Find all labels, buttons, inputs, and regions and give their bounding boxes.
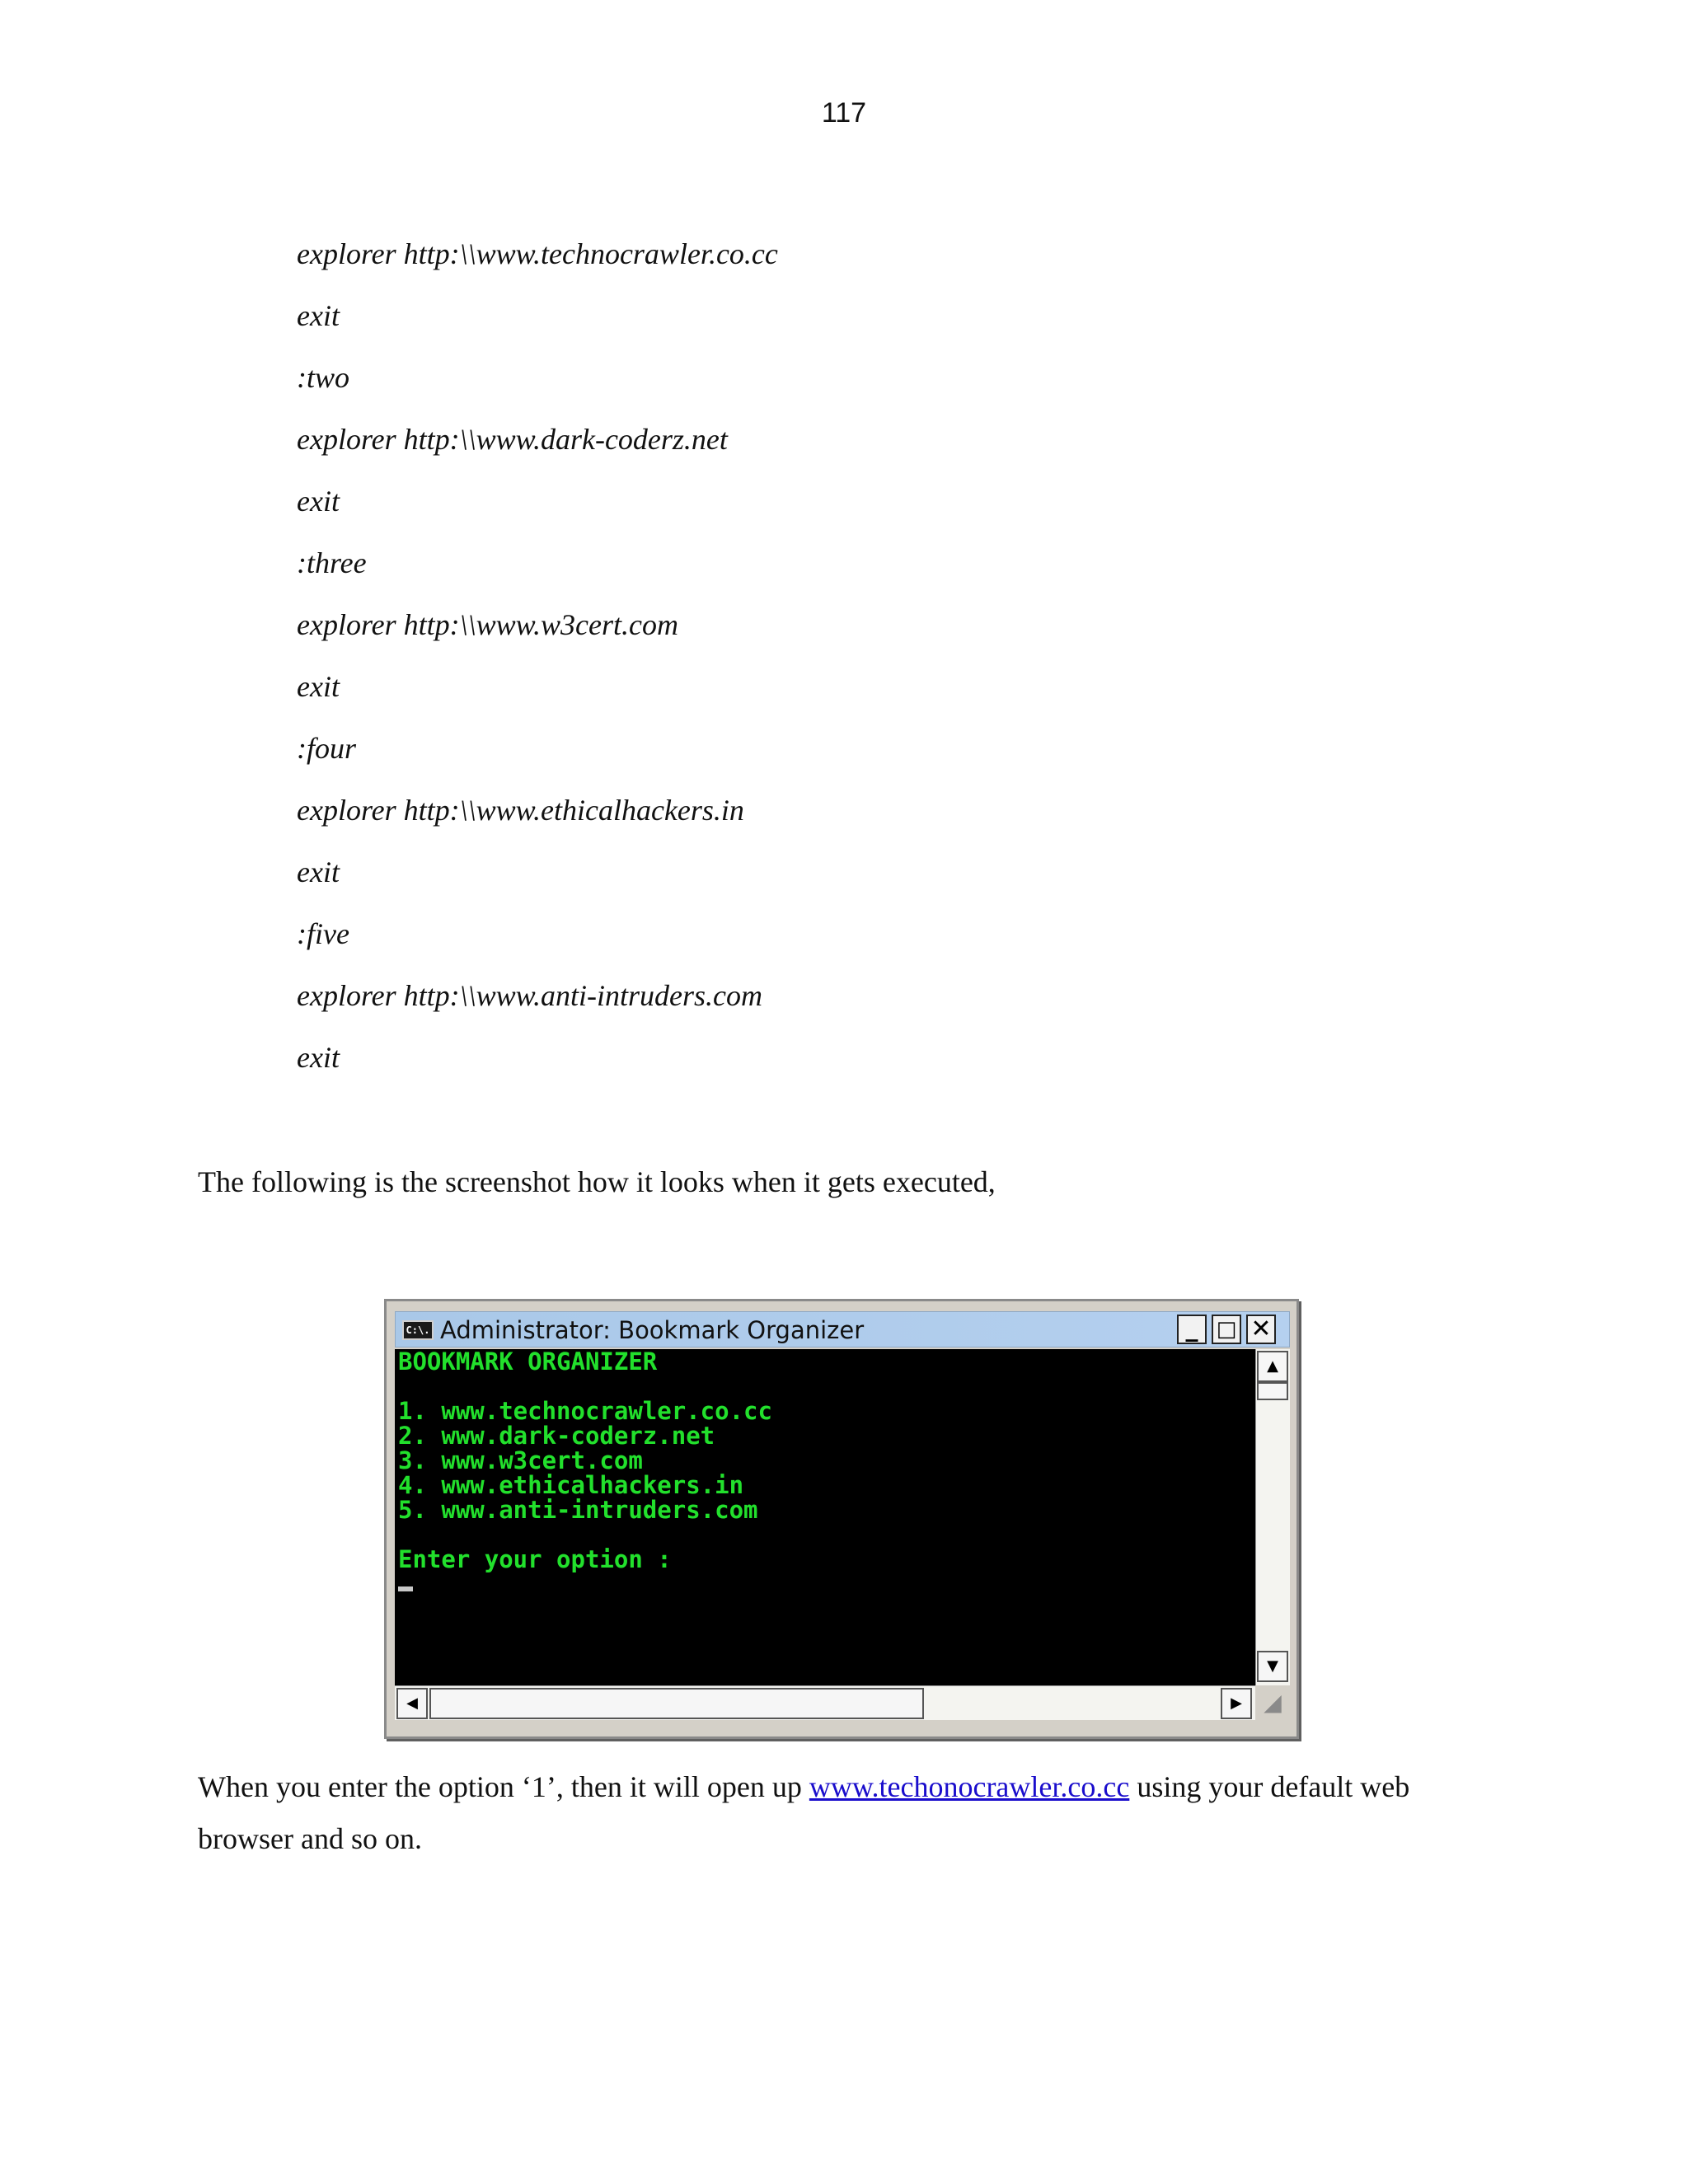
console-line: 1. www.technocrawler.co.cc: [398, 1397, 772, 1425]
console-output[interactable]: [395, 1349, 1255, 1685]
code-line: explorer http:\\www.ethicalhackers.in: [297, 794, 744, 827]
closing-paragraph: [198, 1769, 1409, 1805]
code-line: explorer http:\\www.w3cert.com: [297, 608, 678, 641]
console-window-title: Administrator: Bookmark Organizer: [440, 1316, 865, 1344]
console-line: BOOKMARK ORGANIZER: [398, 1349, 658, 1376]
vertical-scroll-thumb[interactable]: [1257, 1382, 1288, 1400]
console-line: 2. www.dark-coderz.net: [398, 1422, 715, 1450]
text-cursor: [398, 1586, 413, 1591]
scroll-right-arrow-icon[interactable]: ▶: [1221, 1688, 1252, 1719]
minimize-button[interactable]: _: [1177, 1315, 1207, 1344]
vertical-scrollbar[interactable]: [1255, 1349, 1290, 1685]
code-line: :two: [297, 361, 350, 394]
resize-grip-icon[interactable]: ◢: [1255, 1685, 1290, 1720]
console-line: 5. www.anti-intruders.com: [398, 1496, 758, 1524]
scroll-up-arrow-icon[interactable]: ▲: [1257, 1351, 1288, 1382]
scroll-left-arrow-icon[interactable]: ◀: [396, 1688, 428, 1719]
code-line: exit: [297, 485, 340, 518]
code-line: explorer http:\\www.anti-intruders.com: [297, 979, 762, 1012]
code-line: :three: [297, 546, 367, 579]
closing-text-before-link: When you enter the option ‘1’, then it will open up: [198, 1770, 809, 1803]
code-line: exit: [297, 670, 340, 703]
technocrawler-link[interactable]: www.techonocrawler.co.cc: [809, 1770, 1130, 1803]
intro-paragraph: The following is the screenshot how it looks when it gets executed,: [198, 1165, 996, 1198]
console-title-bar: [395, 1311, 1290, 1347]
console-line: 3. www.w3cert.com: [398, 1446, 643, 1474]
scroll-down-arrow-icon[interactable]: ▼: [1257, 1651, 1288, 1682]
horizontal-scrollbar[interactable]: [395, 1685, 1255, 1720]
command-prompt-icon: C:\.: [402, 1320, 434, 1340]
console-prompt: Enter your option :: [398, 1545, 672, 1573]
horizontal-scroll-thumb[interactable]: [429, 1688, 924, 1719]
code-line: explorer http:\\www.technocrawler.co.cc: [297, 237, 778, 270]
console-line: 4. www.ethicalhackers.in: [398, 1471, 744, 1499]
code-line: exit: [297, 299, 340, 332]
code-line: exit: [297, 855, 340, 888]
code-line: exit: [297, 1041, 340, 1074]
code-line: :four: [297, 732, 356, 765]
close-button[interactable]: ✕: [1246, 1315, 1276, 1344]
console-window-screenshot: [384, 1299, 1299, 1739]
code-line: explorer http:\\www.dark-coderz.net: [297, 423, 728, 456]
closing-text-after-link: using your default web: [1129, 1770, 1410, 1803]
page-number: 117: [821, 97, 867, 129]
maximize-button[interactable]: □: [1212, 1315, 1241, 1344]
closing-paragraph-line2: browser and so on.: [198, 1822, 422, 1855]
code-line: :five: [297, 917, 349, 950]
